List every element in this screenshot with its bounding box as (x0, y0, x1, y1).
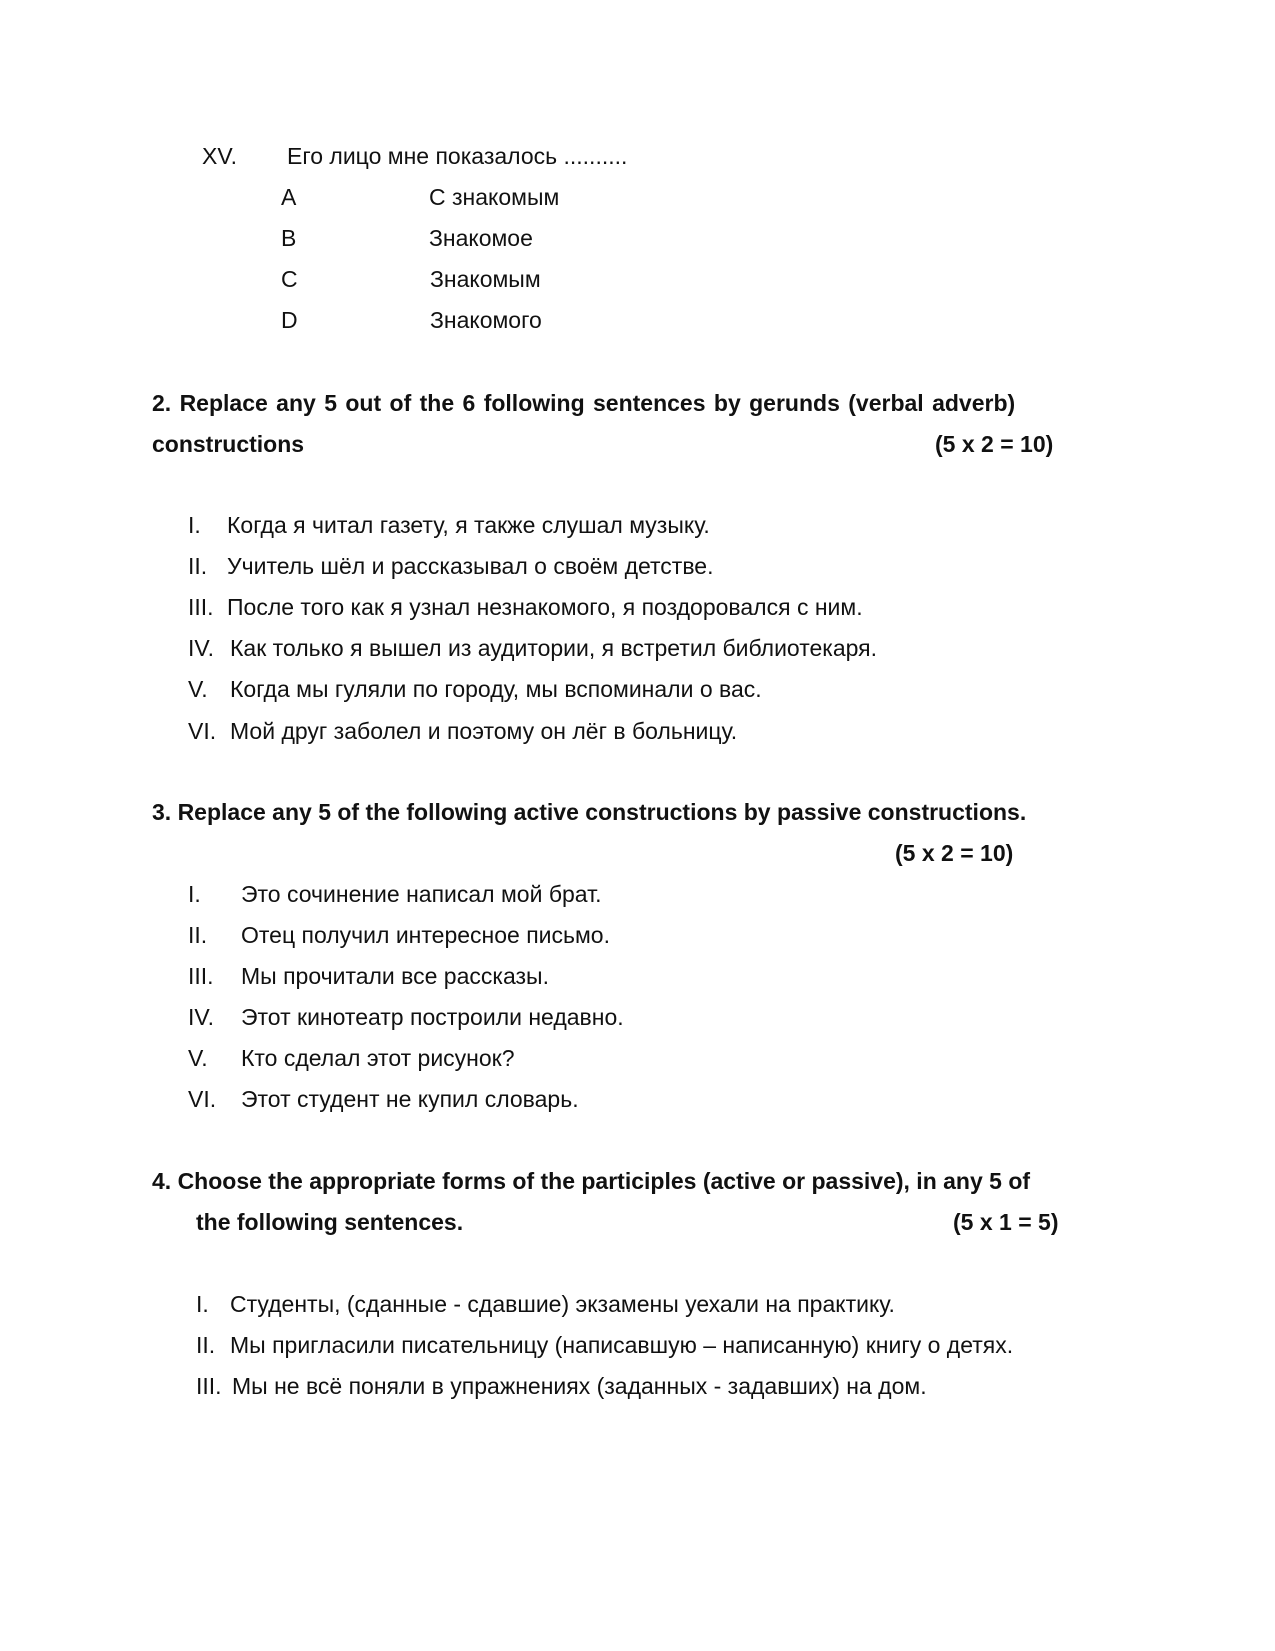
section-heading-continued: constructions (152, 431, 305, 457)
item-text: Учитель шёл и рассказывал о своём детстве. (227, 553, 714, 579)
item-text: Когда я читал газету, я также слушал музыку. (227, 512, 710, 538)
item-number: II. (196, 1332, 216, 1358)
section-heading-continued: the following sentences. (196, 1209, 464, 1235)
item-text: Мой друг заболел и поэтому он лёг в больницу. (230, 718, 738, 744)
item-number: I. (196, 1291, 209, 1317)
item-text: Кто сделал этот рисунок? (241, 1045, 515, 1071)
item-number: V. (188, 676, 208, 702)
item-text: Студенты, (сданные - сдавшие) экзамены уехали на практику. (230, 1291, 895, 1317)
option-letter: A (281, 184, 297, 210)
option-text: Знакомым (430, 266, 541, 292)
question-number: XV. (202, 143, 237, 169)
item-number: I. (188, 881, 201, 907)
item-number: IV. (188, 1004, 215, 1030)
section-heading: 3. Replace any 5 of the following active constructions by passive constructions. (152, 799, 1027, 825)
item-text: Этот студент не купил словарь. (241, 1086, 579, 1112)
question-text: Его лицо мне показалось .......... (287, 143, 628, 169)
option-letter: B (281, 225, 297, 251)
item-text: Мы не всё поняли в упражнениях (заданных - задавших) на дом. (232, 1373, 927, 1399)
item-text: После того как я узнал незнакомого, я поздоровался с ним. (227, 594, 863, 620)
item-number: I. (188, 512, 201, 538)
item-text: Мы пригласили писательницу (написавшую – написанную) книгу о детях. (230, 1332, 1014, 1358)
marks-label: (5 x 2 = 10) (895, 840, 1014, 866)
item-text: Отец получил интересное письмо. (241, 922, 610, 948)
item-number: IV. (188, 635, 215, 661)
item-text: Этот кинотеатр построили недавно. (241, 1004, 624, 1030)
option-text: Знакомое (429, 225, 533, 251)
item-text: Когда мы гуляли по городу, мы вспоминали о вас. (230, 676, 762, 702)
option-text: С знакомым (429, 184, 560, 210)
item-text: Это сочинение написал мой брат. (241, 881, 602, 907)
item-number: V. (188, 1045, 208, 1071)
item-number: VI. (188, 1086, 217, 1112)
section-heading: 4. Choose the appropriate forms of the participles (active or passive), in any 5 of (152, 1168, 1031, 1194)
option-letter: D (281, 307, 298, 333)
option-text: Знакомого (430, 307, 542, 333)
item-number: III. (188, 963, 214, 989)
section-heading: 2. Replace any 5 out of the 6 following sentences by gerunds (verbal adverb) (152, 390, 1016, 416)
item-number: II. (188, 553, 208, 579)
marks-label: (5 x 2 = 10) (935, 431, 1054, 457)
item-number: VI. (188, 718, 217, 744)
item-number: III. (188, 594, 214, 620)
item-text: Мы прочитали все рассказы. (241, 963, 549, 989)
item-text: Как только я вышел из аудитории, я встретил библиотекаря. (230, 635, 878, 661)
item-number: II. (188, 922, 208, 948)
item-number: III. (196, 1373, 222, 1399)
marks-label: (5 x 1 = 5) (953, 1209, 1059, 1235)
option-letter: C (281, 266, 298, 292)
